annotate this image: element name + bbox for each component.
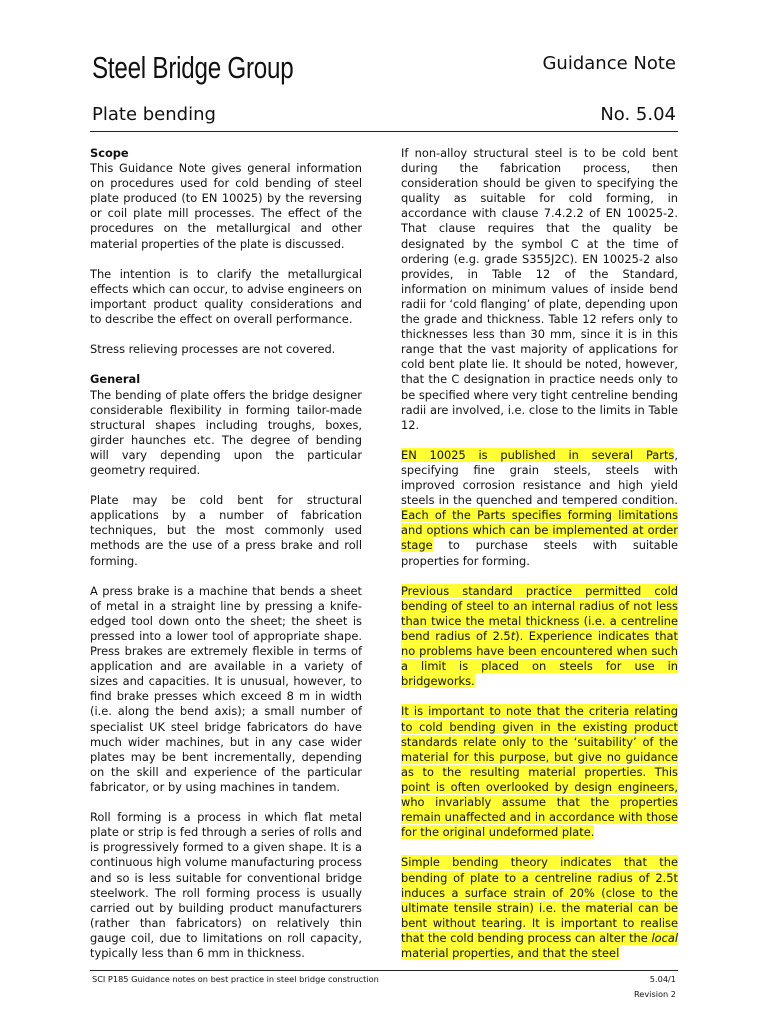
bending-theory-text-end: material properties, and that the steel xyxy=(401,945,620,960)
bending-theory-text: Simple bending theory indicates that the bending of plate to a centreline radius of 2.5t induces a surface strain of 20% (close to the ultimate tensile strain) i.e. the material can be bent without tearing. It is important to realise that the cold bending process can alter the xyxy=(401,855,678,945)
highlight-criteria: It is important to note that the criteria relating to cold bending given in the existing product standards relate only to the ‘suitability’ of the material for this purpose, but give no guidance as to the resulting material properties. This point is often overlooked by design engineers, who invariably assume that the properties remain unaffected and in accordance with those for the original undeformed plate. xyxy=(401,704,678,840)
general-paragraph-3: A press brake is a machine that bends a sheet of metal in a straight line by pressing a knife-edged tool down onto the sheet; the sheet is pressed into a lower tool of appropriate shape. Press brakes are extremely flexible in terms of application and are available in a variety of sizes and capacities. It is unusual, however, to find brake presses which exceed 8 m in width (i.e. along the bend axis); a small number of specialist UK steel bridge fabricators do have much wider machines, but in any case wider plates may be bent incrementally, depending on the skill and experience of the particular fabricator, or by using machines in tandem. xyxy=(90,583,362,794)
scope-paragraph-2: The intention is to clarify the metallurgical effects which can occur, to advise engineers on important product quality considerations and to describe the effect on overall performance. xyxy=(90,266,362,327)
criteria-paragraph xyxy=(401,704,678,840)
scope-paragraph-3: Stress relieving processes are not covered. xyxy=(90,342,336,357)
highlight-bending-theory xyxy=(401,855,678,960)
highlight-parts: EN 10025 is published in several Parts xyxy=(401,447,675,462)
highlight-previous-practice xyxy=(401,584,678,689)
left-column xyxy=(90,146,362,976)
general-paragraph-4: Roll forming is a process in which flat metal plate or strip is fed through a series of rolls and is progressively formed to a given shape. It is a continuous high volume manufacturing process and so is less suitable for conventional bridge steelwork. The roll forming process is usually carried out by building product manufacturers (rather than fabricators) on relatively thin gauge coil, due to limitations on roll capacity, typically less than 6 mm in thickness. xyxy=(90,810,362,960)
right-column xyxy=(401,146,678,976)
header-divider xyxy=(90,131,678,132)
en10025-parts-paragraph xyxy=(401,448,678,569)
page-title: Plate bending xyxy=(92,104,216,125)
footer-publication: SCI P185 Guidance notes on best practice in steel bridge construction xyxy=(92,974,379,984)
footer-page-number: 5.04/1 xyxy=(649,974,676,984)
general-paragraph-1: The bending of plate offers the bridge designer considerable flexibility in forming tailor-made structural shapes including troughs, boxes, girder haunches etc. The degree of bending will vary depending upon the particular geometry required. xyxy=(90,387,362,477)
footer-revision: Revision 2 xyxy=(633,989,676,999)
previous-practice-paragraph xyxy=(401,584,678,690)
previous-practice-text-end: ). Experience indicates that no problems have been encountered when such a limit is placed on steels for use in bridgeworks. xyxy=(401,629,678,689)
scope-heading: Scope xyxy=(90,146,129,160)
document-number: No. 5.04 xyxy=(600,104,676,125)
parts-text: , specifying fine grain steels, steels with improved corrosion resistance and high yield steels in the quenched and tempered condition. xyxy=(401,447,678,508)
bending-theory-paragraph xyxy=(401,855,678,961)
general-paragraph-2: Plate may be cold bent for structural applications by a number of fabrication techniques, but the most commonly used methods are the use of a press brake and roll forming. xyxy=(90,493,362,568)
note-type: Guidance Note xyxy=(542,53,676,74)
local-emphasis: local xyxy=(651,930,678,945)
thickness-symbol: t xyxy=(510,629,516,643)
general-heading: General xyxy=(90,372,141,387)
org-name: Steel Bridge Group xyxy=(92,50,294,85)
footer-divider xyxy=(90,970,678,971)
previous-practice-text: Previous standard practice permitted cold bending of steel to an internal radius of not less than twice the metal thickness (i.e. a centreline bend radius of 2.5 xyxy=(401,583,678,643)
scope-paragraph-1: This Guidance Note gives general information on procedures used for cold bending of steel plate produced (to EN 10025) by the reversing or coil plate mill processes. The effect of the procedures on the metallurgical and other material properties of the plate is discussed. xyxy=(90,161,362,251)
parts-end-text: to purchase steels with suitable properties for forming. xyxy=(401,538,678,568)
highlight-limitations: Each of the Parts specifies forming limitations and options which can be implemented at order stage xyxy=(401,508,678,553)
cold-forming-paragraph: If non-alloy structural steel is to be cold bent during the fabrication process, then consideration should be given to specifying the quality as suitable for cold forming, in accordance with clause 7.4.2.2 of EN 10025-2. That clause requires that the quality be designated by the symbol C at the time of ordering (e.g. grade S355J2C). EN 10025-2 also provides, in Table 12 of the Standard, information on minimum values of inside bend radii for ‘cold flanging’ of plate, depending upon the grade and thickness. Table 12 refers only to thicknesses less than 30 mm, since it is in this range that the vast majority of applications for cold bent plate lie. It should be noted, however, that the C designation in practice needs only to be specified where very tight centreline bending radii are involved, i.e. close to the limits in Table 12. xyxy=(401,146,678,432)
